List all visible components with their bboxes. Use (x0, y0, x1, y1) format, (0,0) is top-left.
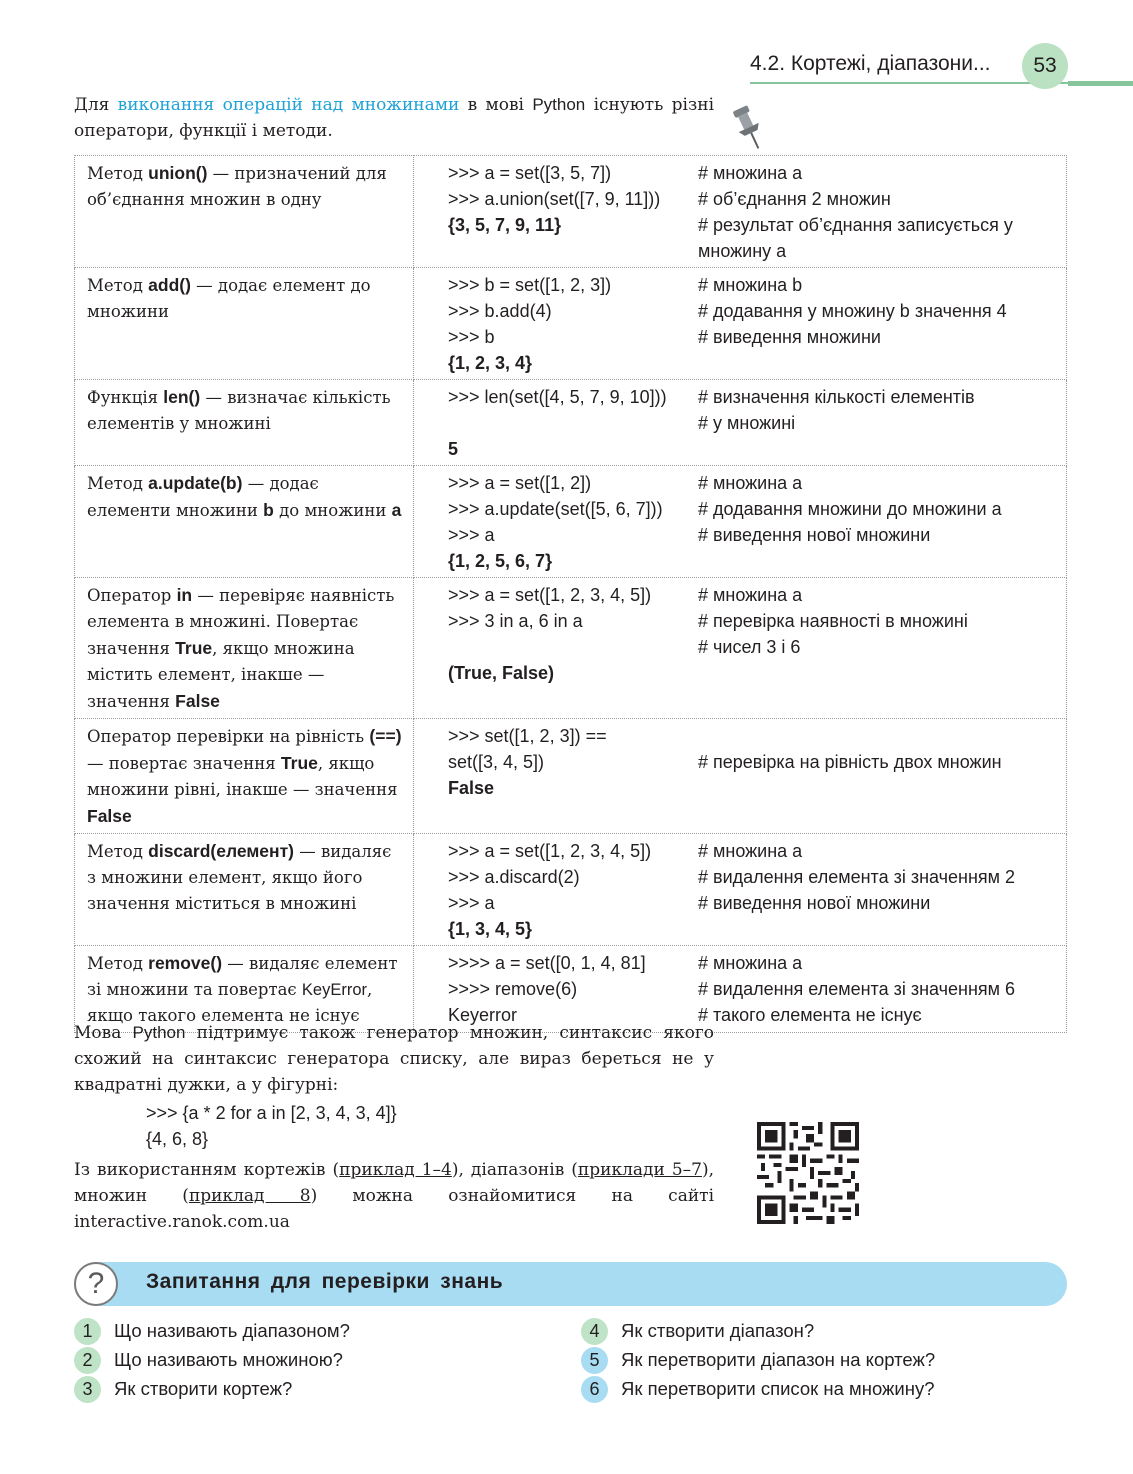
table-row (75, 578, 1067, 719)
question-number: 4 (581, 1318, 608, 1345)
code-comment: # множина a (698, 585, 803, 605)
code-comment: # виведення нової множини (698, 893, 931, 913)
code-comment: # множина b (698, 275, 803, 295)
code-line: >>>> remove(6) (448, 979, 578, 999)
question-icon: ? (74, 1262, 118, 1306)
code-result: Keyerror (448, 1005, 518, 1025)
question-text: Як перетворити діапазон на кортеж? (621, 1349, 936, 1370)
question-item (74, 1346, 350, 1375)
row-code (414, 466, 1067, 578)
code-comment: # додавання множини до множини a (698, 499, 1002, 519)
question-item (581, 1317, 935, 1346)
code-result: {1, 2, 3, 4} (448, 353, 533, 373)
code-line: >>> b = set([1, 2, 3]) (448, 275, 612, 295)
code-comment: # множина a (698, 473, 803, 493)
question-item (74, 1317, 350, 1346)
intro-text: існують різні оператори, функції і методи. (74, 95, 715, 141)
intro-text: в мові (459, 95, 533, 115)
table-row (75, 268, 1067, 380)
code-comment: # множина a (698, 841, 803, 861)
row-code (414, 156, 1067, 268)
code-line: >>> a (448, 893, 495, 913)
intro-highlight: виконання операцій над множинами (117, 95, 460, 115)
code-comment: # у множині (698, 413, 796, 433)
code-comment: # перевірка наявності в множині (698, 611, 968, 631)
code-comment: # чисел 3 і 6 (698, 637, 801, 657)
code-line: >>> a = set([1, 2]) (448, 473, 592, 493)
intro-paragraph (74, 92, 714, 144)
code-result: False (448, 778, 495, 798)
question-text: Що називають множиною? (114, 1349, 343, 1370)
questions-list-left (74, 1317, 350, 1404)
code-line: >>> len(set([4, 5, 7, 9, 10])) (448, 387, 667, 407)
question-number: 2 (74, 1347, 101, 1374)
code-comment: # додавання у множину b значення 4 (698, 301, 1007, 321)
code-result: {1, 2, 5, 6, 7} (448, 551, 553, 571)
code-comment: # множина a (698, 953, 803, 973)
example-link[interactable]: приклад 8 (188, 1186, 311, 1206)
question-text: Як створити діапазон? (621, 1320, 815, 1341)
generator-example (146, 1100, 397, 1152)
code-result: (True, False) (448, 663, 555, 683)
code-comment: # об’єднання 2 множин (698, 189, 891, 209)
question-text: Як перетворити список на множину? (621, 1378, 935, 1399)
question-number: 1 (74, 1318, 101, 1345)
code-result: {4, 6, 8} (146, 1129, 209, 1149)
code-comment: # виведення множини (698, 327, 881, 347)
code-comment: # видалення елемента зі значенням 6 (698, 979, 1016, 999)
question-item (581, 1375, 935, 1404)
code-line: >>> a = set([1, 2, 3, 4, 5]) (448, 585, 652, 605)
code-result: {1, 3, 4, 5} (448, 919, 533, 939)
row-description: Метод a.update(b) — додає елементи множини b до множини a (75, 466, 414, 578)
page-number: 53 (1022, 43, 1068, 89)
row-description: Оператор перевірки на рівність (==) — повертає значення True, якщо множини рівні, інакше — значення False (75, 719, 414, 834)
row-description: Функція len() — визначає кількість елементів у множині (75, 380, 414, 466)
python-word: Python (532, 95, 586, 114)
code-line: >>> {a * 2 for a in [2, 3, 4, 3, 4]} (146, 1103, 397, 1123)
table-row (75, 834, 1067, 946)
examples-paragraph: Із використанням кортежів (приклад 1–4), діапазонів (приклади 5–7), множин (приклад 8) можна ознайомитися на сайті interactive.ranok.com.ua (74, 1160, 715, 1232)
code-comment: # такого елемента не існує (698, 1005, 922, 1025)
code-line: >>> a (448, 525, 495, 545)
table-row (75, 380, 1067, 466)
header-rule-thick (1068, 81, 1133, 86)
question-item (581, 1346, 935, 1375)
code-comment: # видалення елемента зі значенням 2 (698, 867, 1016, 887)
row-code (414, 834, 1067, 946)
pushpin-icon (730, 104, 770, 152)
row-code (414, 380, 1067, 466)
question-item (74, 1375, 350, 1404)
code-line: >>> a = set([1, 2, 3, 4, 5]) (448, 841, 652, 861)
row-description: Метод remove() — видаляє елемент зі множини та повертає KeyError, якщо такого елемента не існує (75, 946, 414, 1033)
questions-list-right (581, 1317, 935, 1404)
row-description: Оператор in — перевіряє наявність елемента в множині. Повертає значення True, якщо множина містить елемент, інакше — значення False (75, 578, 414, 719)
code-line: >>> 3 in a, 6 in a (448, 611, 583, 631)
code-line: >>> b (448, 327, 495, 347)
code-line: >>> a.union(set([7, 9, 11])) (448, 189, 661, 209)
code-line: >>> a = set([3, 5, 7]) (448, 163, 612, 183)
code-comment: # перевірка на рівність двох множин (698, 752, 1002, 772)
questions-header (74, 1262, 1067, 1306)
code-result: {3, 5, 7, 9, 11} (448, 215, 562, 235)
table-row (75, 466, 1067, 578)
code-line: >>> a.discard(2) (448, 867, 580, 887)
code-line: >>> set([1, 2, 3]) == (448, 726, 607, 746)
set-methods-table (74, 155, 1067, 1033)
question-text: Як створити кортеж? (114, 1378, 293, 1399)
row-code (414, 578, 1067, 719)
code-comment: # результат об’єднання записується у множину a (698, 215, 1013, 261)
questions-title: Запитання для перевірки знань (146, 1270, 504, 1293)
question-number: 5 (581, 1347, 608, 1374)
code-line: >>> a.update(set([5, 6, 7])) (448, 499, 663, 519)
header-title: 4.2. Кортежі, діапазони... (750, 52, 991, 75)
example-link[interactable]: приклади 5–7 (577, 1160, 702, 1180)
code-line: >>>> a = set([0, 1, 4, 81] (448, 953, 646, 973)
code-comment: # визначення кількості елементів (698, 387, 975, 407)
code-line: >>> b.add(4) (448, 301, 552, 321)
code-comment: # множина a (698, 163, 803, 183)
code-comment: # виведення нової множини (698, 525, 931, 545)
question-number: 3 (74, 1376, 101, 1403)
table-row (75, 156, 1067, 268)
code-result: 5 (448, 439, 459, 459)
question-text: Що називають діапазоном? (114, 1320, 350, 1341)
row-code (414, 719, 1067, 834)
row-description: Метод discard(елемент) — видаляє з множини елемент, якщо його значення міститься в множині (75, 834, 414, 946)
qr-code (757, 1122, 859, 1224)
row-description: Метод add() — додає елемент до множини (75, 268, 414, 380)
code-line: set([3, 4, 5]) (448, 752, 545, 772)
table-row (75, 719, 1067, 834)
intro-text: Для (74, 95, 118, 115)
generator-paragraph: Мова Python підтримує також генератор множин, синтаксис якого схожий на синтаксис генератора списку, але вираз береться не у квадратні дужки, а у фігурні: (74, 1023, 714, 1095)
row-code (414, 268, 1067, 380)
example-link[interactable]: приклад 1–4 (339, 1160, 452, 1180)
question-number: 6 (581, 1376, 608, 1403)
row-description: Метод union() — призначений для об’єднання множин в одну (75, 156, 414, 268)
